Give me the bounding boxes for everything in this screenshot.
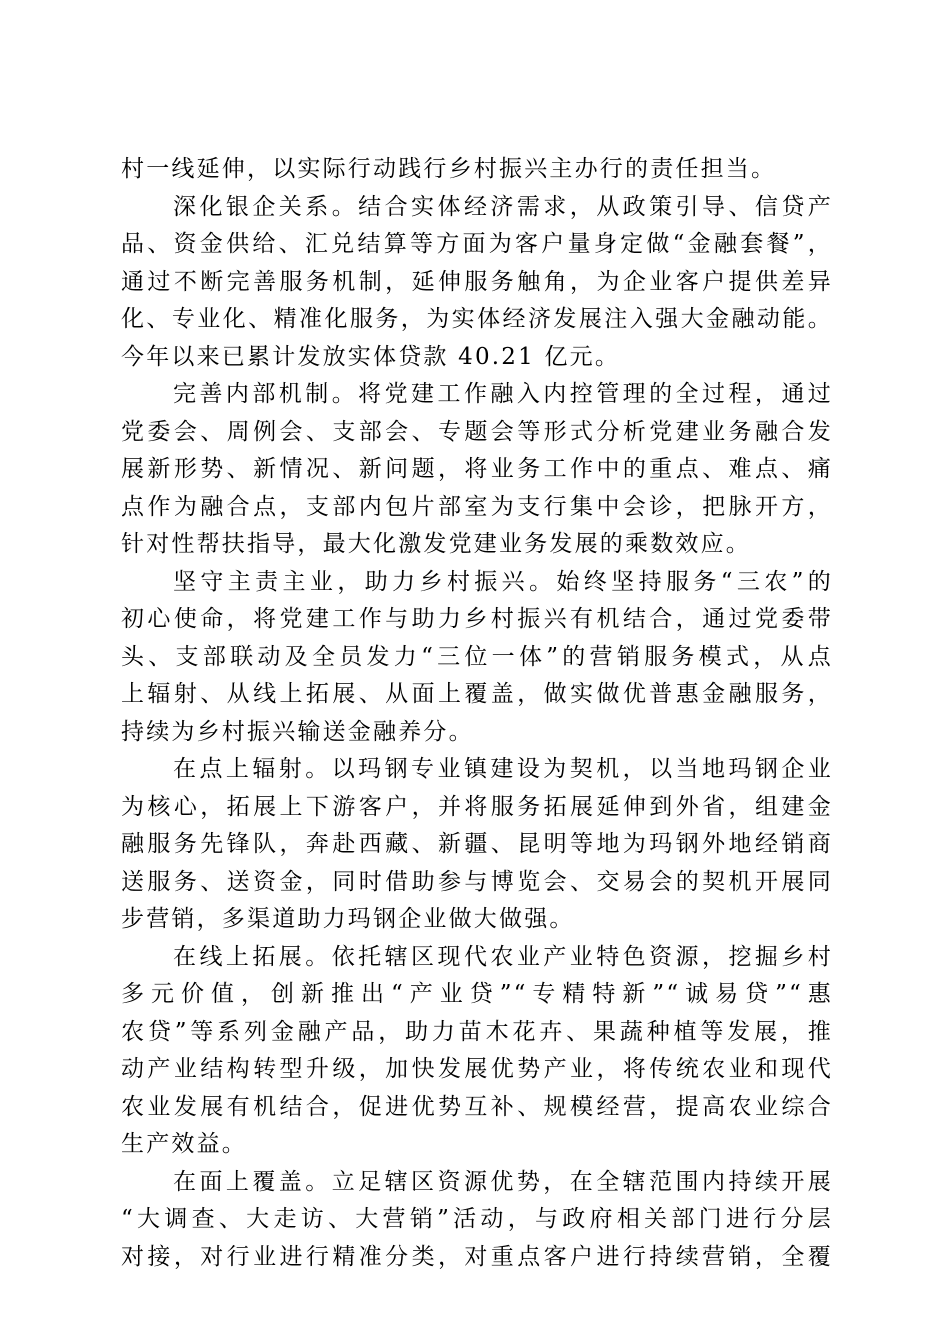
- text-line: 头、支部联动及全员发力“三位一体”的营销服务模式，从点: [121, 643, 833, 670]
- text-line: 上辐射、从线上拓展、从面上覆盖，做实做优普惠金融服务，: [121, 681, 833, 707]
- text-line: “大调查、大走访、大营销”活动，与政府相关部门进行分层: [121, 1206, 833, 1232]
- text-line: 展新形势、新情况、新问题，将业务工作中的重点、难点、痛: [121, 456, 833, 482]
- text-line: 持续为乡村振兴输送金融养分。: [121, 718, 474, 745]
- text-line: 送服务、送资金，同时借助参与博览会、交易会的契机开展同: [121, 868, 833, 895]
- text-line: 融服务先锋队，奔赴西藏、新疆、昆明等地为玛钢外地经销商: [121, 831, 833, 857]
- text-line: 化、专业化、精准化服务，为实体经济发展注入强大金融动能。: [121, 306, 833, 332]
- text-line: 为核心，拓展上下游客户，并将服务拓展延伸到外省，组建金: [121, 793, 833, 820]
- paragraph-start-line: 完善内部机制。将党建工作融入内控管理的全过程，通过: [173, 381, 833, 407]
- text-line: 生产效益。: [121, 1131, 247, 1157]
- text-line: 农业发展有机结合，促进优势互补、规模经营，提高农业综合: [121, 1093, 833, 1120]
- text-line: 动产业结构转型升级，加快发展优势产业，将传统农业和现代: [121, 1056, 833, 1082]
- text-line: 步营销，多渠道助力玛钢企业做大做强。: [121, 906, 575, 932]
- paragraph-start-line: 深化银企关系。结合实体经济需求，从政策引导、信贷产: [173, 193, 833, 220]
- text-line: 点作为融合点，支部内包片部室为支行集中会诊，把脉开方，: [121, 493, 833, 520]
- text-line: 党委会、周例会、支部会、专题会等形式分析党建业务融合发: [121, 418, 833, 445]
- body-text: [121, 151, 833, 1276]
- text-line: 针对性帮扶指导，最大化激发党建业务发展的乘数效应。: [121, 531, 751, 557]
- paragraph-start-line: 在线上拓展。依托辖区现代农业产业特色资源，挖掘乡村: [173, 943, 833, 970]
- text-line: 村一线延伸，以实际行动践行乡村振兴主办行的责任担当。: [121, 156, 777, 182]
- text-line: 今年以来已累计发放实体贷款 40.21 亿元。: [121, 343, 621, 370]
- paragraph-start-line: 在点上辐射。以玛钢专业镇建设为契机，以当地玛钢企业: [173, 756, 833, 782]
- text-line: 初心使命，将党建工作与助力乡村振兴有机结合，通过党委带: [121, 606, 833, 632]
- text-line: 通过不断完善服务机制，延伸服务触角，为企业客户提供差异: [121, 268, 833, 295]
- text-line: 品、资金供给、汇兑结算等方面为客户量身定做“金融套餐”，: [121, 231, 833, 257]
- text-line: 多元价值，创新推出“产业贷”“专精特新”“诚易贷”“惠: [121, 981, 833, 1007]
- paragraph-start-line: 在面上覆盖。立足辖区资源优势，在全辖范围内持续开展: [173, 1168, 833, 1195]
- text-line: 对接，对行业进行精准分类，对重点客户进行持续营销，全覆: [121, 1243, 833, 1270]
- paragraph-start-line: 坚守主责主业，助力乡村振兴。始终坚持服务“三农”的: [173, 568, 833, 595]
- text-line: 农贷”等系列金融产品，助力苗木花卉、果蔬种植等发展，推: [121, 1018, 833, 1045]
